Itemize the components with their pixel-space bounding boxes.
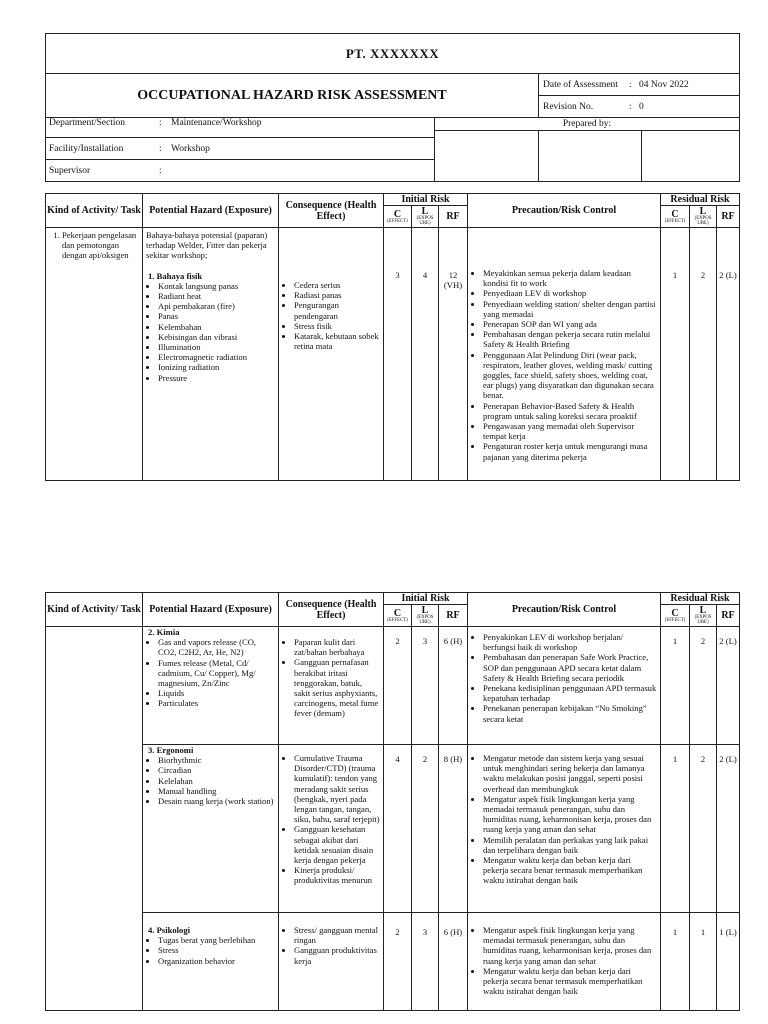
hazard-item: • Kebisingan dan vibrasi xyxy=(158,332,275,342)
control-item: • Penyakinkan LEV di workshop berjalan/ berfungsi baik di workshop xyxy=(483,632,657,652)
prepared-by-cell-1 xyxy=(435,131,539,182)
consequence-item: • Gangguan pernafasan berakibat iritasi tenggorakan, batuk, sakit serius asphyxiants, carcinogens, metal fume fever (demam) xyxy=(294,657,380,718)
control-item: • Memilih peralatan dan perkakas yang laik pakai dan terpelihara dengan baik xyxy=(483,835,657,855)
initial-c-value: 4 xyxy=(384,745,412,913)
hazard-item: • Manual handling xyxy=(158,786,275,796)
hazard-cell xyxy=(143,913,279,1011)
hazard-item: • Circadian xyxy=(158,765,275,775)
col-residual-rf: RF xyxy=(717,605,740,627)
supervisor-label: Supervisor xyxy=(49,165,91,176)
consequence-item: • Gangguan produktivitas kerja xyxy=(294,945,380,965)
consequence-item: • Paparan kulit dari zat/bahan berbahaya xyxy=(294,637,380,657)
consequence-item: • Radiasi panas xyxy=(294,290,380,300)
revision-value: 0 xyxy=(639,101,644,112)
control-item: • Pengaturan roster kerja untuk mengurangi masa pajanan yang diterima pekerja xyxy=(483,441,657,461)
date-colon: : xyxy=(629,79,632,90)
l-letter: L xyxy=(699,206,707,217)
department-field xyxy=(46,118,435,138)
facility-value: Workshop xyxy=(171,143,210,154)
hazard-item: • Panas xyxy=(158,311,275,321)
col-residual-c xyxy=(661,605,690,627)
control-item: • Pembahasan dan penerapan Safe Work Practice, SOP dan penggunaan APD secara ketat dalam Safety & Health Briefing secara periodik xyxy=(483,652,657,683)
col-residual-l xyxy=(690,206,717,228)
control-item: • Penerapan Behavior-Based Safety & Health program untuk saling koreksi secara proaktif xyxy=(483,401,657,421)
col-initial-risk: Initial Risk xyxy=(384,593,468,605)
c-letter: C xyxy=(671,607,679,619)
col-initial-rf: RF xyxy=(439,605,468,627)
control-cell xyxy=(468,228,661,481)
revision-colon: : xyxy=(629,101,632,112)
control-cell xyxy=(468,627,661,745)
supervisor-field xyxy=(46,160,435,182)
hazard-item: • Illumination xyxy=(158,342,275,352)
consequence-cell xyxy=(279,627,384,745)
assessment-header xyxy=(45,33,740,182)
facility-field xyxy=(46,138,435,160)
hazard-group-title: 2. Kimia xyxy=(148,627,180,637)
control-item: • Penekana kedisiplinan penggunaan APD termasuk kepatuhan terhadap xyxy=(483,683,657,703)
control-item: • Pembahasan dengan pekerja secara rutin melalui Safety & Health Briefing xyxy=(483,329,657,349)
date-of-assessment xyxy=(539,74,740,96)
hazard-item: • Liquids xyxy=(158,688,275,698)
col-residual-l xyxy=(690,605,717,627)
residual-c-value: 1 xyxy=(661,228,690,481)
supervisor-colon: : xyxy=(159,165,162,176)
hazard-item: • Stress xyxy=(158,945,275,955)
col-initial-risk: Initial Risk xyxy=(384,194,468,206)
prepared-by-cell-2 xyxy=(539,131,642,182)
col-consequence: Consequence (Health Effect) xyxy=(279,593,384,627)
hazard-item: • Gas and vapors release (CO, CO2, C2H2, Ar, He, N2) xyxy=(158,637,275,657)
control-item: • Penekanan penerapan kebijakan “No Smoking” secara ketat xyxy=(483,703,657,723)
activity-text: 1. Pekerjaan pengelasan dan pemotongan dengan api/oksigen xyxy=(62,230,139,261)
table-row xyxy=(46,745,740,913)
l-letter: L xyxy=(699,605,707,616)
control-item: • Mengatur aspek fisik lingkungan kerja yang memadai termasuk penerangan, suhu dan humiditas ruang, keharmonisan kerja, proses dan ruang kerja yang aman dan sehat xyxy=(483,925,657,966)
col-activity: Kind of Activity/ Task xyxy=(46,593,143,627)
col-residual-c xyxy=(661,206,690,228)
control-item: • Penerapan SOP dan WI yang ada xyxy=(483,319,657,329)
col-residual-risk: Residual Risk xyxy=(661,593,740,605)
col-consequence: Consequence (Health Effect) xyxy=(279,194,384,228)
initial-c-value: 3 xyxy=(384,228,412,481)
hazard-cell xyxy=(143,745,279,913)
initial-rf-value: 6 (H) xyxy=(439,627,468,745)
col-control: Precaution/Risk Control xyxy=(468,194,661,228)
residual-rf-value: 2 (L) xyxy=(717,228,740,481)
hazard-cell xyxy=(143,228,279,481)
department-label: Department/Section xyxy=(49,118,125,128)
consequence-item: • Cumulative Trauma Disorder/CTD) (trauma kumulatif): tendon yang meradang sakit serius (bengkak, nyeri pada lengan tangan, tangan, siku, bahu, saraf terjepit) xyxy=(294,753,380,824)
risk-table-page-2 xyxy=(45,592,740,1011)
initial-rf-value: 12 (VH) xyxy=(439,228,468,481)
col-control: Precaution/Risk Control xyxy=(468,593,661,627)
c-letter: C xyxy=(671,208,679,220)
col-initial-c xyxy=(384,206,412,228)
hazard-item: • Kontak langsung panas xyxy=(158,281,275,291)
control-item: • Pengawasan yang memadai oleh Supervisor tempat kerja xyxy=(483,421,657,441)
table-row xyxy=(46,627,740,745)
residual-c-value: 1 xyxy=(661,913,690,1011)
control-item: • Penyediaan welding station/ shelter dengan partisi yang memadai xyxy=(483,299,657,319)
residual-l-value: 2 xyxy=(690,745,717,913)
l-sub: (EXPOS URE) xyxy=(416,615,434,625)
col-activity: Kind of Activity/ Task xyxy=(46,194,143,228)
residual-c-value: 1 xyxy=(661,627,690,745)
facility-colon: : xyxy=(159,143,162,154)
hazard-item: • Pressure xyxy=(158,373,275,383)
residual-l-value: 1 xyxy=(690,913,717,1011)
hazard-cell xyxy=(143,627,279,745)
c-sub: (EFFECT) xyxy=(664,218,686,224)
prepared-by-cell-3 xyxy=(642,131,740,182)
l-sub: (EXPOS URE) xyxy=(694,216,712,226)
hazard-group-title: 4. Psikologi xyxy=(148,925,191,935)
revision-label: Revision No. xyxy=(543,101,594,112)
control-item: • Penyediaan LEV di workshop xyxy=(483,288,657,298)
date-label: Date of Assessment xyxy=(543,79,618,90)
c-sub: (EFFECT) xyxy=(387,617,408,623)
document-title: OCCUPATIONAL HAZARD RISK ASSESSMENT xyxy=(46,74,539,118)
l-sub: (EXPOS URE) xyxy=(694,615,712,625)
c-letter: C xyxy=(393,607,402,619)
prepared-by-label: Prepared by: xyxy=(435,118,740,131)
hazard-item: • Radiant heat xyxy=(158,291,275,301)
control-item: • Mengatur waktu kerja dan beban kerja dari pekerja secara benar termasuk memperhatikan waktu istirahat dengan baik xyxy=(483,855,657,886)
col-residual-rf: RF xyxy=(717,206,740,228)
control-cell xyxy=(468,913,661,1011)
hazard-item: • Api pembakaran (fire) xyxy=(158,301,275,311)
col-initial-l xyxy=(412,206,439,228)
initial-l-value: 3 xyxy=(412,627,439,745)
initial-rf-value: 8 (H) xyxy=(439,745,468,913)
hazard-item: • Particulates xyxy=(158,698,275,708)
control-item: • Mengatur aspek fisik lingkungan kerja yang memadai termasuk penerangan, suhu dan humiditas ruang, keharmonisan kerja, proses dan ruang kerja yang aman dan sehat xyxy=(483,794,657,835)
l-sub: (EXPOS URE) xyxy=(416,216,434,226)
residual-c-value: 1 xyxy=(661,745,690,913)
control-cell xyxy=(468,745,661,913)
c-letter: C xyxy=(393,208,402,220)
facility-label: Facility/Installation xyxy=(49,143,124,154)
risk-table-page-1 xyxy=(45,193,740,481)
consequence-item: • Pengurangan pendengaran xyxy=(294,300,380,320)
col-hazard: Potential Hazard (Exposure) xyxy=(143,593,279,627)
hazard-intro: Bahaya-bahaya potensial (paparan) terhadap Welder, Fitter dan pekerja sekitar workshop; xyxy=(146,230,268,261)
department-colon: : xyxy=(159,118,162,128)
activity-cell xyxy=(46,228,143,481)
initial-rf-value: 6 (H) xyxy=(439,913,468,1011)
consequence-item: • Gangguan kesehatan sebagai akibat dari ketidak sesuaian disain kerja dengan pekerja xyxy=(294,824,380,865)
initial-l-value: 3 xyxy=(412,913,439,1011)
col-initial-c xyxy=(384,605,412,627)
l-letter: L xyxy=(421,605,429,616)
table-row xyxy=(46,228,740,481)
control-item: • Mengatur waktu kerja dan beban kerja dari pekerja secara benar termasuk memperhatikan waktu istirahat dengan baik xyxy=(483,966,657,997)
hazard-item: • Electromagnetic radiation xyxy=(158,352,275,362)
residual-l-value: 2 xyxy=(690,627,717,745)
initial-c-value: 2 xyxy=(384,627,412,745)
consequence-item: • Stress fisik xyxy=(294,321,380,331)
control-item: • Mengatur metode dan sistem kerja yang sesuai untuk menghindari sering bekerja dan lamanya waktu melakukan posisi janggal, seperti posisi overhead dan membungkuk xyxy=(483,753,657,794)
activity-cell-empty xyxy=(46,627,143,1011)
c-sub: (EFFECT) xyxy=(387,218,408,224)
hazard-item: • Biorhythmic xyxy=(158,755,275,765)
consequence-item: • Stress/ gangguan mental ringan xyxy=(294,925,380,945)
table-row xyxy=(46,913,740,1011)
residual-rf-value: 2 (L) xyxy=(717,745,740,913)
hazard-item: • Organization behavior xyxy=(158,956,275,966)
l-letter: L xyxy=(421,206,429,217)
hazard-item: • Fumes release (Metal, Cd/ cadmium, Cu/ Copper), Mg/ magnesium, Zn/Zinc xyxy=(158,658,275,689)
control-item: • Meyakinkan semua pekerja dalam keadaan kondisi fit to work xyxy=(483,268,657,288)
control-item: • Penggunaan Alat Pelindung Diri (wear pack, respirators, leather gloves, welding mask/ cutting goggles, face shield, safety shoes, welding coat, ear plugs) yang disyaratkan dan digunakan secara benar. xyxy=(483,350,657,401)
hazard-item: • Kelelahan xyxy=(158,776,275,786)
hazard-group-title: 3. Ergonomi xyxy=(148,745,194,755)
col-initial-l xyxy=(412,605,439,627)
initial-l-value: 2 xyxy=(412,745,439,913)
consequence-item: • Kinerja produksi/ produktivitas menurun xyxy=(294,865,380,885)
consequence-cell xyxy=(279,913,384,1011)
col-residual-risk: Residual Risk xyxy=(661,194,740,206)
hazard-item: • Kelembahan xyxy=(158,322,275,332)
consequence-cell xyxy=(279,228,384,481)
c-sub: (EFFECT) xyxy=(664,617,686,623)
residual-rf-value: 2 (L) xyxy=(717,627,740,745)
revision-number xyxy=(539,96,740,118)
date-value: 04 Nov 2022 xyxy=(639,79,689,90)
hazard-group-title: 1. Bahaya fisik xyxy=(148,270,203,281)
consequence-item: • Cedera serius xyxy=(294,280,380,290)
consequence-cell xyxy=(279,745,384,913)
hazard-item: • Desain ruang kerja (work station) xyxy=(158,796,275,806)
initial-l-value: 4 xyxy=(412,228,439,481)
company-name: PT. XXXXXXX xyxy=(46,34,740,74)
col-hazard: Potential Hazard (Exposure) xyxy=(143,194,279,228)
hazard-item: • Tugas berat yang berlebihan xyxy=(158,935,275,945)
col-initial-rf: RF xyxy=(439,206,468,228)
consequence-item: • Katarak, kebutaan sobek retina mata xyxy=(294,331,380,351)
residual-rf-value: 1 (L) xyxy=(717,913,740,1011)
hazard-item: • Ionizing radiation xyxy=(158,362,275,372)
residual-l-value: 2 xyxy=(690,228,717,481)
initial-c-value: 2 xyxy=(384,913,412,1011)
department-value: Maintenance/Workshop xyxy=(171,118,262,128)
